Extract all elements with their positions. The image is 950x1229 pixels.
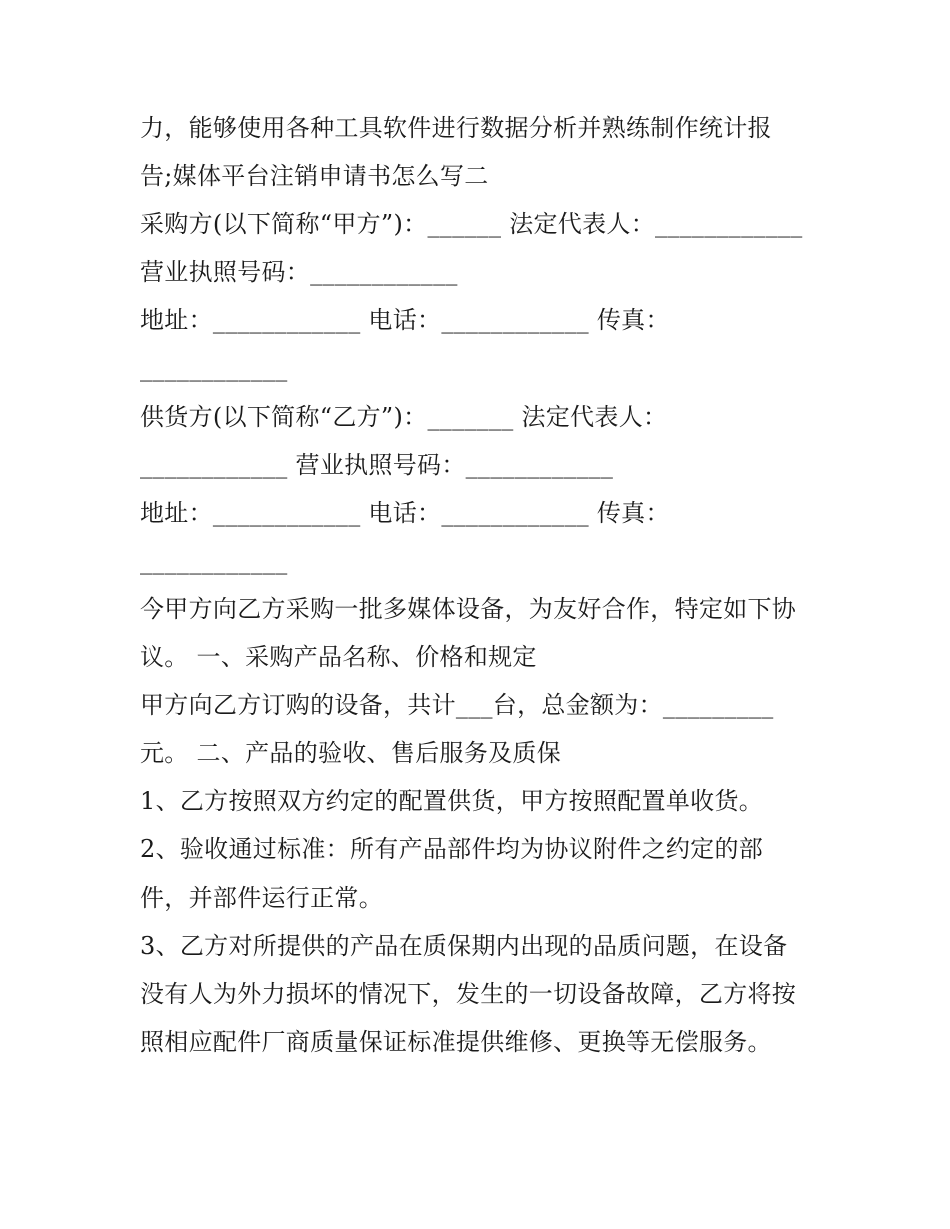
text-line: 元。 二、产品的验收、售后服务及质保 (140, 739, 562, 768)
text-line: 没有人为外力损坏的情况下，发生的一切设备故障，乙方将按 (140, 979, 797, 1008)
text-line: 2、验收通过标准：所有产品部件均为协议附件之约定的部 (140, 835, 764, 864)
text-line: ____________ (140, 354, 288, 383)
text-line: 力，能够使用各种工具软件进行数据分析并熟练制作统计报 (140, 114, 772, 142)
document-body (140, 104, 820, 1066)
text-line: ____________ (140, 546, 288, 575)
text-line: 今甲方向乙方采购一批多媒体设备，为友好合作，特定如下协 (140, 594, 797, 623)
text-line: 甲方向乙方订购的设备，共计___台，总金额为：_________ (140, 691, 774, 720)
text-line: 3、乙方对所提供的产品在质保期内出现的品质问题，在设备 (140, 931, 788, 960)
text-line: 营业执照号码：____________ (140, 258, 458, 287)
text-line: 地址：____________ 电话：____________ 传真： (140, 306, 670, 335)
text-line: 告;媒体平台注销申请书怎么写二 (140, 162, 489, 191)
text-line: 供货方(以下简称“乙方”)：_______ 法定代表人： (140, 402, 668, 431)
text-line: 1、乙方按照双方约定的配置供货，甲方按照配置单收货。 (140, 787, 764, 816)
text-line: 照相应配件厂商质量保证标准提供维修、更换等无偿服务。 (140, 1027, 772, 1056)
text-line: ____________ 营业执照号码：____________ (140, 450, 614, 479)
text-line: 地址：____________ 电话：____________ 传真： (140, 498, 670, 527)
text-line: 议。 一、采购产品名称、价格和规定 (140, 643, 537, 672)
text-line: 件，并部件运行正常。 (140, 883, 383, 912)
text-line: 采购方(以下简称“甲方”)：______ 法定代表人：____________ (140, 210, 803, 239)
